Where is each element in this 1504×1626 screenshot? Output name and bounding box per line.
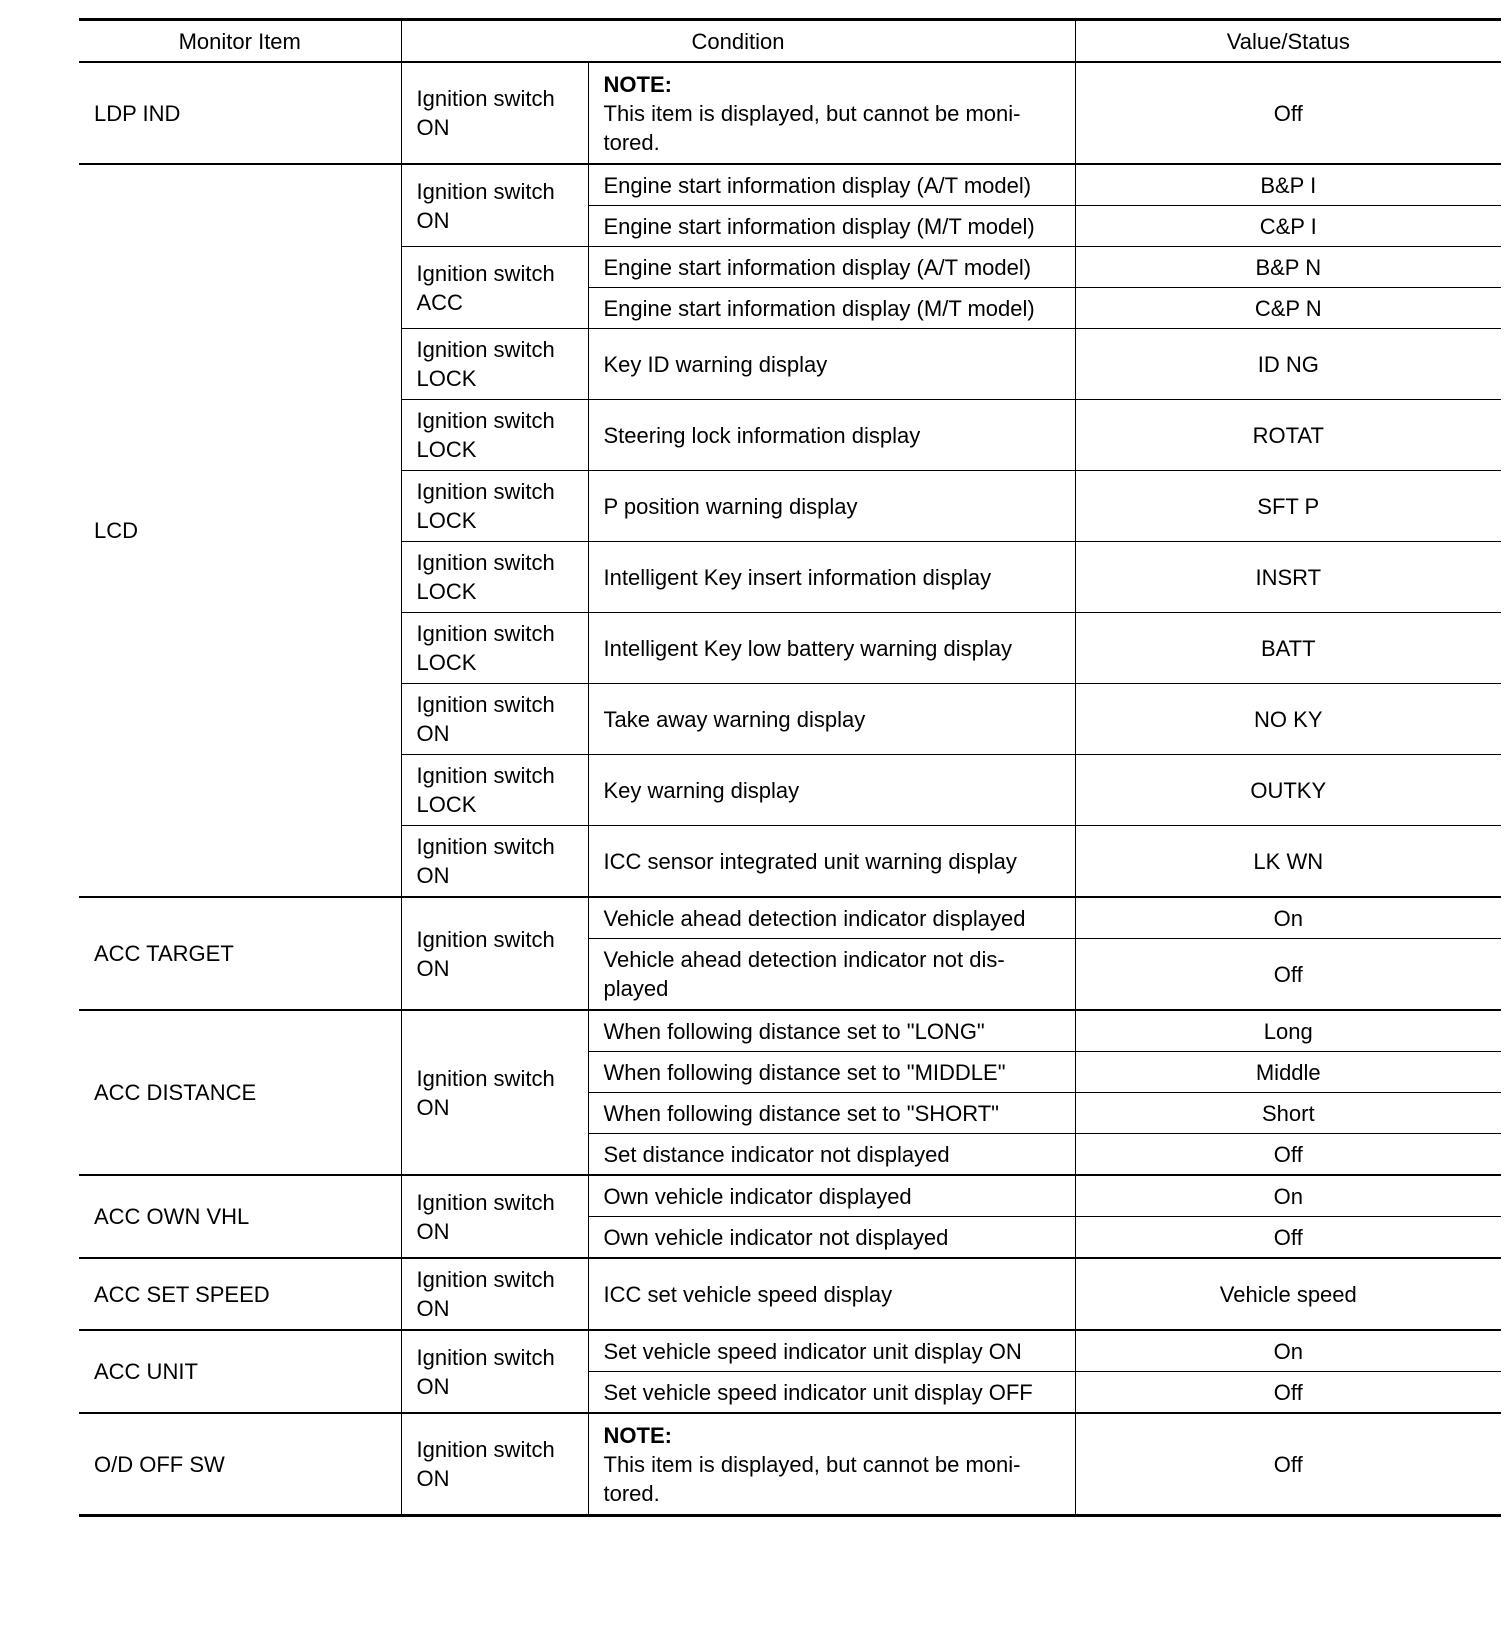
table-row xyxy=(79,1413,1501,1516)
table-row xyxy=(79,62,1501,164)
monitor-item-cell: LDP IND xyxy=(79,62,401,164)
ignition-condition-cell: Ignition switch ON xyxy=(401,1010,588,1175)
monitor-item-cell: ACC UNIT xyxy=(79,1330,401,1413)
header-monitor-item: Monitor Item xyxy=(79,20,401,63)
value-status-cell: OUTKY xyxy=(1075,755,1501,826)
ignition-condition-cell: Ignition switch ON xyxy=(401,62,588,164)
value-status-cell: Long xyxy=(1075,1010,1501,1052)
ignition-condition-cell: Ignition switch LOCK xyxy=(401,613,588,684)
value-status-cell: Middle xyxy=(1075,1052,1501,1093)
value-status-cell: Off xyxy=(1075,1413,1501,1516)
header-value-status: Value/Status xyxy=(1075,20,1501,63)
condition-description-cell: Vehicle ahead detection indicator not dis- played xyxy=(588,939,1075,1011)
table-row xyxy=(79,1330,1501,1372)
value-status-cell: Off xyxy=(1075,1217,1501,1259)
note-label: NOTE: xyxy=(603,1422,672,1448)
ignition-condition-cell: Ignition switch ON xyxy=(401,1258,588,1330)
ignition-condition-cell: Ignition switch ON xyxy=(401,1330,588,1413)
monitor-item-cell: ACC OWN VHL xyxy=(79,1175,401,1258)
note-text: This item is displayed, but cannot be moni- tored. xyxy=(603,100,1021,155)
ignition-condition-cell: Ignition switch ON xyxy=(401,897,588,1010)
monitor-item-cell: ACC SET SPEED xyxy=(79,1258,401,1330)
header-row xyxy=(79,20,1501,63)
value-status-cell: ROTAT xyxy=(1075,400,1501,471)
value-status-cell: Vehicle speed xyxy=(1075,1258,1501,1330)
table-body xyxy=(79,62,1501,1516)
condition-description-cell: Take away warning display xyxy=(588,684,1075,755)
condition-description-cell: Key ID warning display xyxy=(588,329,1075,400)
value-status-cell: Off xyxy=(1075,62,1501,164)
condition-description-cell: ICC set vehicle speed display xyxy=(588,1258,1075,1330)
value-status-cell: NO KY xyxy=(1075,684,1501,755)
condition-description-cell: Engine start information display (A/T model) xyxy=(588,247,1075,288)
condition-description-cell: Vehicle ahead detection indicator displayed xyxy=(588,897,1075,939)
condition-description-cell: Steering lock information display xyxy=(588,400,1075,471)
header-condition: Condition xyxy=(401,20,1075,63)
note-text: This item is displayed, but cannot be moni- tored. xyxy=(603,1451,1021,1506)
condition-description-cell: When following distance set to "LONG" xyxy=(588,1010,1075,1052)
table-row xyxy=(79,1010,1501,1052)
ignition-condition-cell: Ignition switch LOCK xyxy=(401,471,588,542)
ignition-condition-cell: Ignition switch LOCK xyxy=(401,542,588,613)
note-label: NOTE: xyxy=(603,71,672,97)
value-status-cell: On xyxy=(1075,1175,1501,1217)
value-status-cell: B&P N xyxy=(1075,247,1501,288)
table-row xyxy=(79,1258,1501,1330)
ignition-condition-cell: Ignition switch ON xyxy=(401,1175,588,1258)
value-status-cell: Off xyxy=(1075,1134,1501,1176)
condition-description-cell xyxy=(588,1413,1075,1516)
ignition-condition-cell: Ignition switch LOCK xyxy=(401,755,588,826)
condition-description-cell: ICC sensor integrated unit warning display xyxy=(588,826,1075,898)
ignition-condition-cell: Ignition switch ON xyxy=(401,164,588,247)
table-row xyxy=(79,897,1501,939)
ignition-condition-cell: Ignition switch ON xyxy=(401,1413,588,1516)
value-status-cell: Off xyxy=(1075,1372,1501,1414)
condition-description-cell: P position warning display xyxy=(588,471,1075,542)
condition-description-cell: Set vehicle speed indicator unit display OFF xyxy=(588,1372,1075,1414)
condition-description-cell: Engine start information display (M/T model) xyxy=(588,206,1075,247)
value-status-cell: On xyxy=(1075,897,1501,939)
value-status-cell: C&P N xyxy=(1075,288,1501,329)
condition-description-cell: When following distance set to "MIDDLE" xyxy=(588,1052,1075,1093)
condition-description-cell: When following distance set to "SHORT" xyxy=(588,1093,1075,1134)
condition-description-cell: Own vehicle indicator displayed xyxy=(588,1175,1075,1217)
ignition-condition-cell: Ignition switch LOCK xyxy=(401,329,588,400)
ignition-condition-cell: Ignition switch ON xyxy=(401,684,588,755)
value-status-cell: B&P I xyxy=(1075,164,1501,206)
value-status-cell: Off xyxy=(1075,939,1501,1011)
condition-description-cell: Key warning display xyxy=(588,755,1075,826)
ignition-condition-cell: Ignition switch LOCK xyxy=(401,400,588,471)
value-status-cell: C&P I xyxy=(1075,206,1501,247)
condition-description-cell: Set distance indicator not displayed xyxy=(588,1134,1075,1176)
condition-description-cell: Engine start information display (M/T model) xyxy=(588,288,1075,329)
condition-description-cell: Set vehicle speed indicator unit display ON xyxy=(588,1330,1075,1372)
value-status-cell: On xyxy=(1075,1330,1501,1372)
condition-description-cell: Intelligent Key insert information display xyxy=(588,542,1075,613)
ignition-condition-cell: Ignition switch ON xyxy=(401,826,588,898)
monitor-item-table xyxy=(79,18,1501,1517)
value-status-cell: BATT xyxy=(1075,613,1501,684)
ignition-condition-cell: Ignition switch ACC xyxy=(401,247,588,329)
table-row xyxy=(79,1175,1501,1217)
value-status-cell: ID NG xyxy=(1075,329,1501,400)
condition-description-cell: Own vehicle indicator not displayed xyxy=(588,1217,1075,1259)
value-status-cell: LK WN xyxy=(1075,826,1501,898)
monitor-item-cell: LCD xyxy=(79,164,401,897)
value-status-cell: Short xyxy=(1075,1093,1501,1134)
monitor-item-cell: O/D OFF SW xyxy=(79,1413,401,1516)
value-status-cell: SFT P xyxy=(1075,471,1501,542)
table-row xyxy=(79,164,1501,206)
value-status-cell: INSRT xyxy=(1075,542,1501,613)
monitor-item-cell: ACC TARGET xyxy=(79,897,401,1010)
condition-description-cell: Intelligent Key low battery warning display xyxy=(588,613,1075,684)
condition-description-cell: Engine start information display (A/T model) xyxy=(588,164,1075,206)
condition-description-cell xyxy=(588,62,1075,164)
monitor-item-cell: ACC DISTANCE xyxy=(79,1010,401,1175)
